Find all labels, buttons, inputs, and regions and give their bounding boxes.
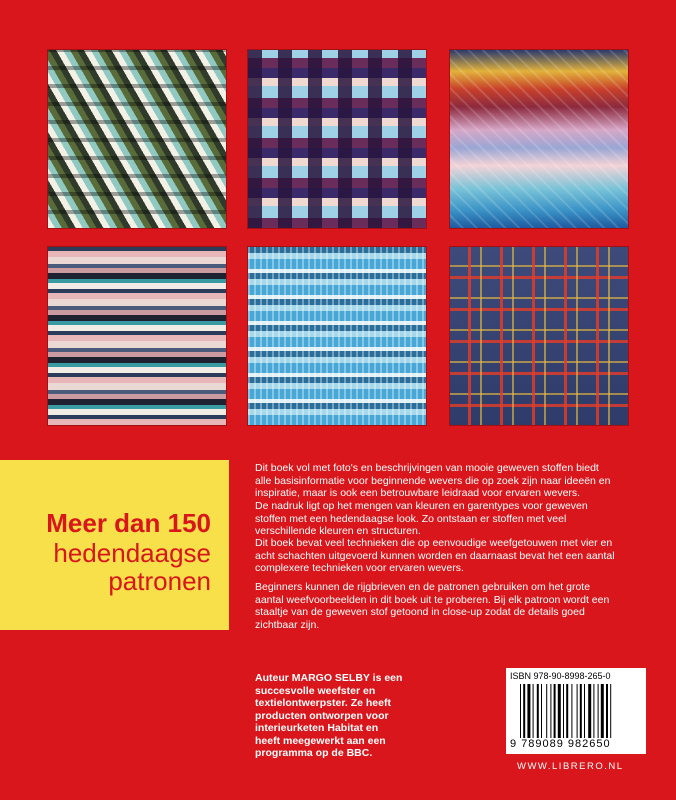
author-name: MARGO SELBY <box>291 672 370 684</box>
callout-subtitle-line2: patronen <box>108 566 211 596</box>
highlight-callout <box>0 460 229 630</box>
woven-swatch-plaid <box>450 247 628 425</box>
description-paragraph-1: Dit boek vol met foto's en beschrijvingen van mooie geweven stoffen biedt alle basisinformatie voor beginnende wevers die op zoek zijn naar ideeën en inspiratie, maar is ook een betrouwbare leidraad voor ervaren wevers. <box>255 462 611 499</box>
description-paragraph-2: De nadruk ligt op het mengen van kleuren en garentypes voor geweven stoffen met een hedendaagse look. Zo ontstaan er stoffen met veel verschillende kleuren en structuren. <box>255 500 588 537</box>
callout-title: Meer dan 150 <box>46 508 211 538</box>
woven-swatch-blue-purple <box>248 50 426 228</box>
woven-swatch-zigzag <box>450 50 628 228</box>
isbn-label: ISBN 978-90-8998-265-0 <box>510 671 611 681</box>
author-bio-text: is een succesvolle weefster en textielontwerpster. Ze heeft producten ontworpen voor interieurketen Habitat en heeft meegewerkt aan een programma op de BBC. <box>255 672 403 759</box>
woven-swatch-light-blue <box>248 247 426 425</box>
barcode-image <box>520 684 638 738</box>
callout-subtitle-line1: hedendaagse <box>53 538 211 568</box>
author-prefix: Auteur <box>255 672 292 684</box>
isbn-digits: 9 789089 982650 <box>510 738 611 750</box>
description-paragraph-3: Dit boek bevat veel technieken die op eenvoudige weefgetouwen met vier en acht schachten uitgevoerd kunnen worden en daarnaast bevat het een aantal complexere technieken voor ervaren wevers. <box>255 537 615 574</box>
woven-swatch-stripes <box>48 247 226 425</box>
author-bio <box>255 672 405 760</box>
description-paragraph-4: Beginners kunnen de rijgbrieven en de patronen gebruiken om het grote aantal weefvoorbeelden in dit boek uit te proberen. Bij elk patroon wordt een staaltje van de geweven stof getoond in close-up zodat de details goed zichtbaar zijn. <box>255 581 610 631</box>
isbn-barcode-box <box>506 668 646 754</box>
publisher-website: WWW.LIBRERO.NL <box>517 761 624 772</box>
woven-swatch-green-white <box>48 50 226 228</box>
